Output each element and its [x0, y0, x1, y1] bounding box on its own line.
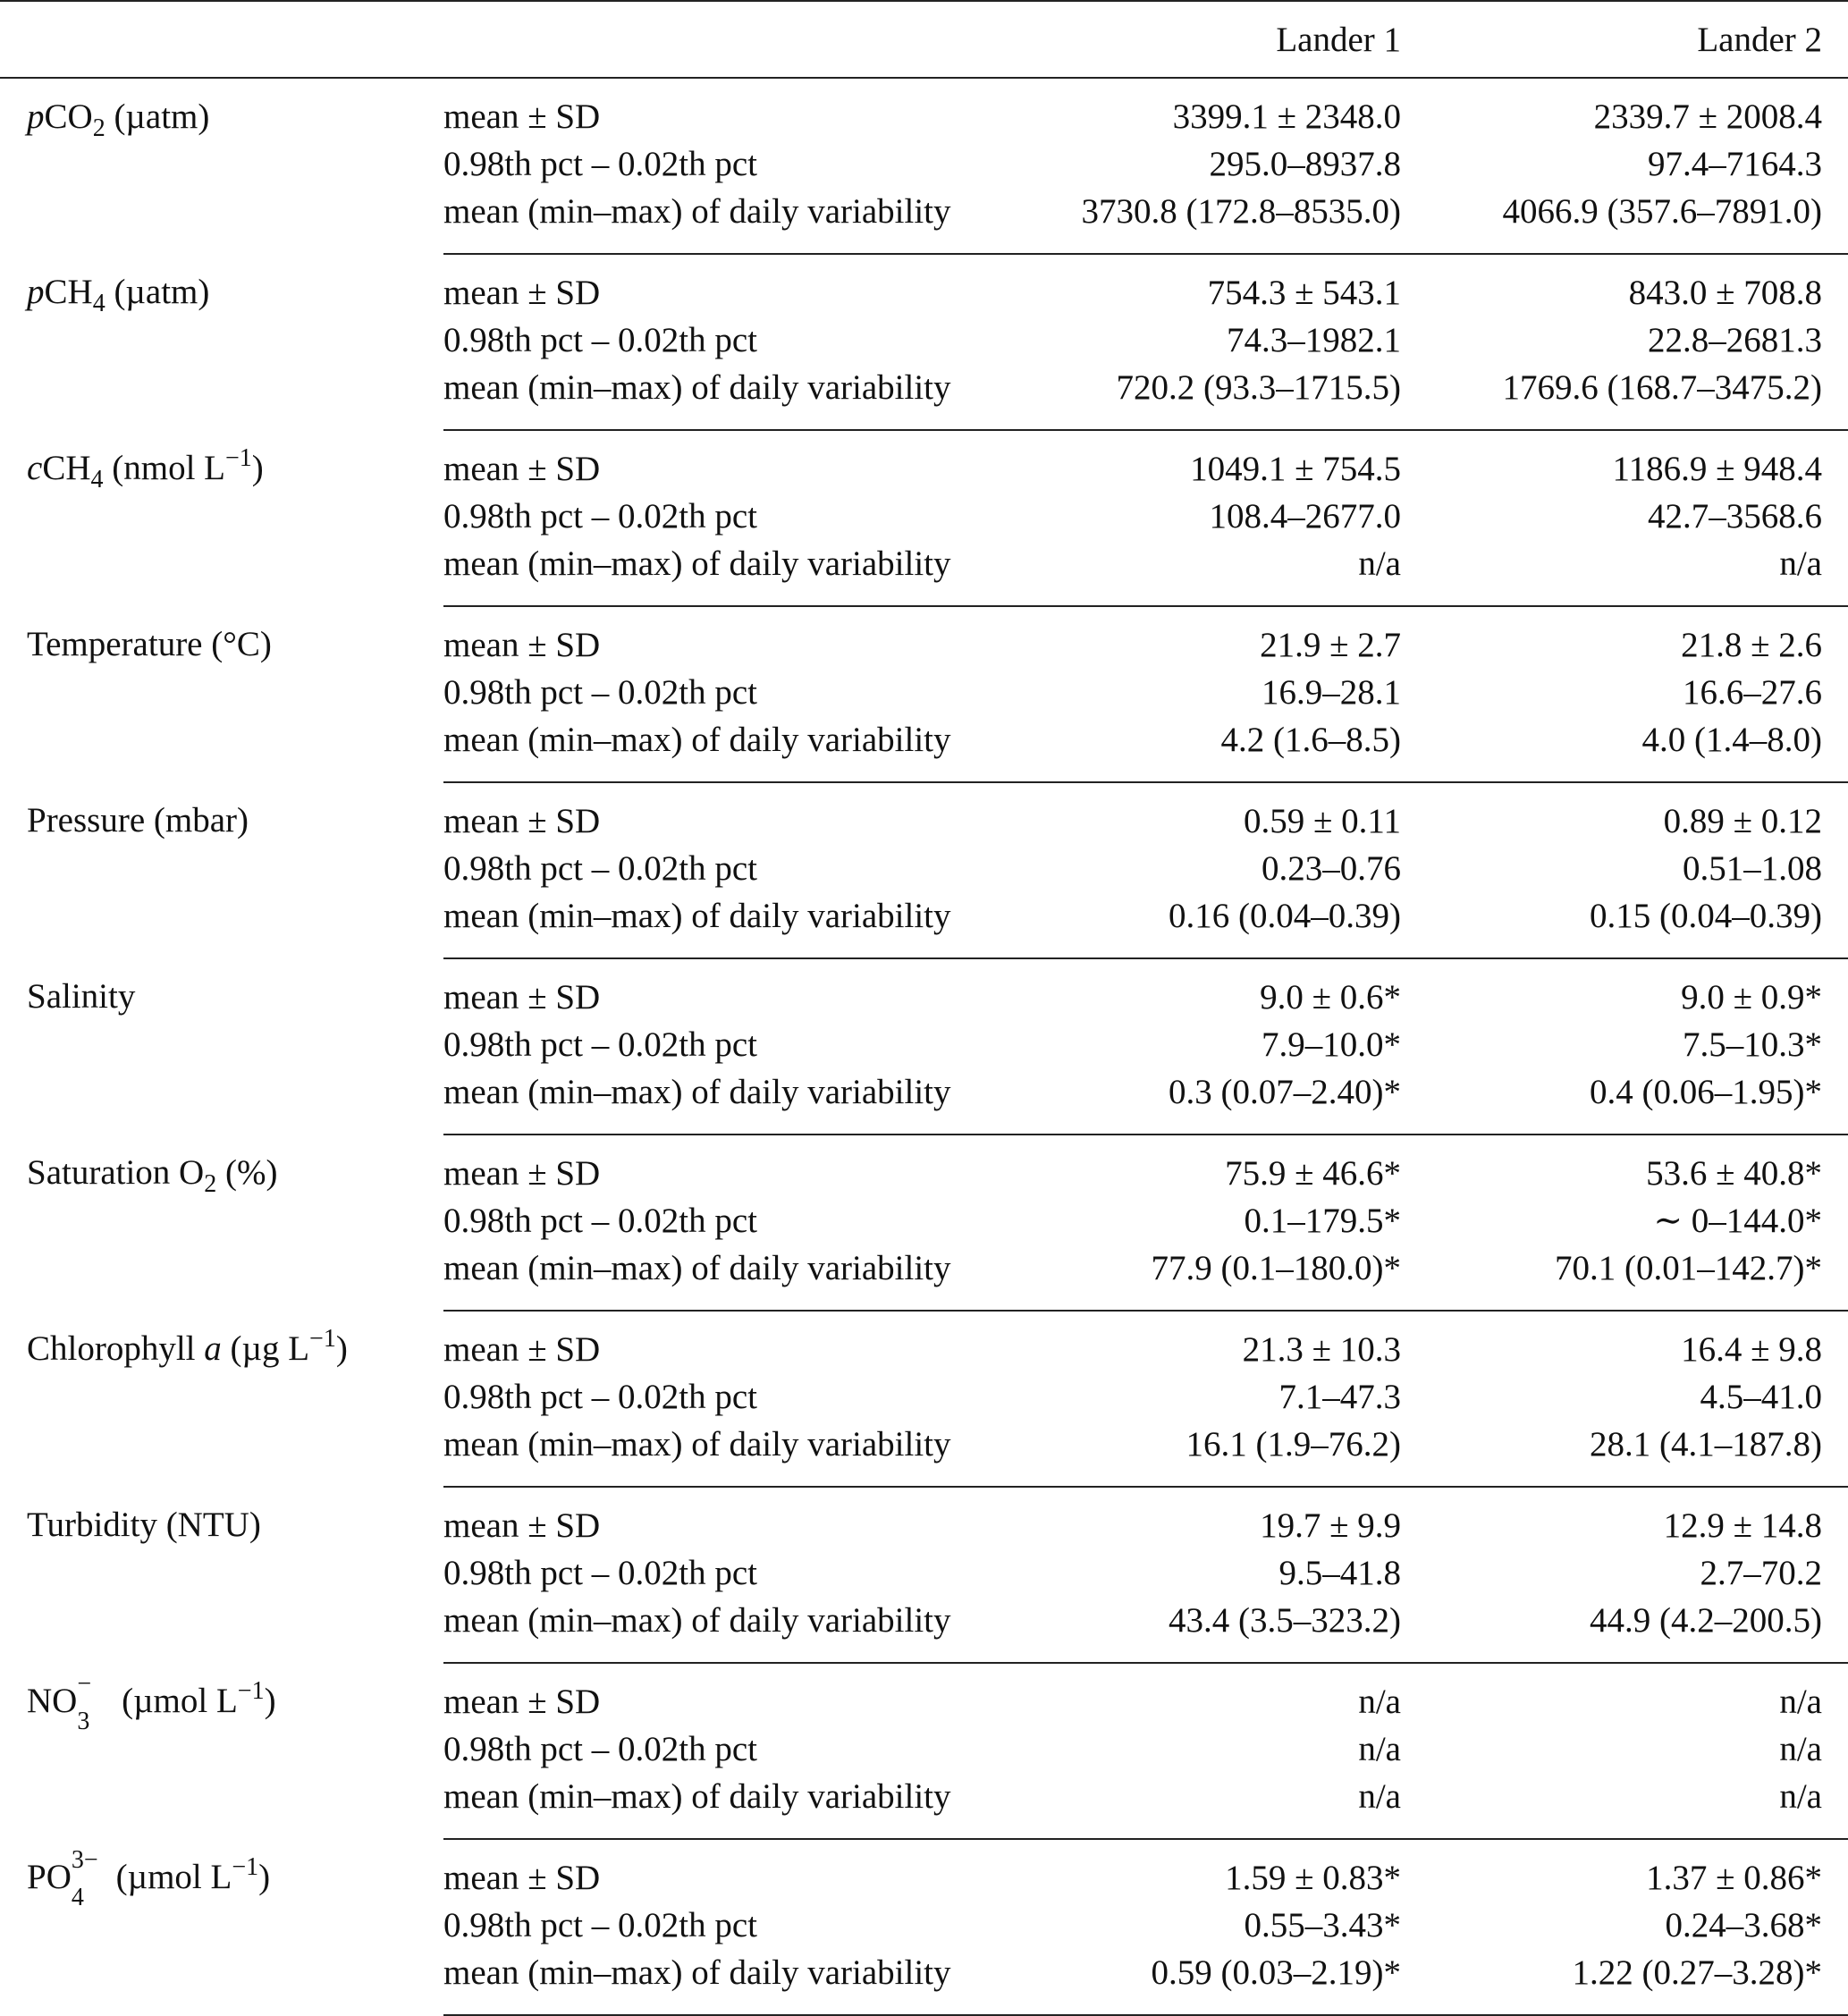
header-parameter [0, 1, 443, 78]
param-subscript: 4 [90, 466, 104, 493]
statistic-label: mean ± SD [443, 1859, 601, 1897]
group-nitrate [0, 1663, 1848, 1839]
lander-1-value: 77.9 (0.1–180.0)* [1042, 1244, 1413, 1311]
lander-1-value: 295.0–8937.8 [1209, 145, 1401, 183]
lander-2-value: 12.9 ± 14.8 [1663, 1506, 1822, 1545]
param-superscript: − [77, 1670, 92, 1698]
lander-2-value: 28.1 (4.1–187.8) [1413, 1421, 1848, 1487]
lander-2-value: 97.4–7164.3 [1648, 145, 1822, 183]
lander-2-value: n/a [1413, 1773, 1848, 1839]
lander-2-value: 42.7–3568.6 [1648, 497, 1822, 536]
table-row [0, 254, 1848, 316]
statistic-label: mean ± SD [443, 626, 601, 664]
lander-2-value: 4066.9 (357.6–7891.0) [1413, 188, 1848, 254]
statistic-label: mean (min–max) of daily variability [443, 892, 1042, 958]
parameter-label [0, 1663, 443, 1839]
statistic-label: mean ± SD [443, 274, 601, 312]
statistic-label: 0.98th pct – 0.02th pct [443, 1378, 757, 1416]
parameter-label [0, 1311, 443, 1487]
lander-1-value: n/a [1358, 1683, 1401, 1721]
lander-1-value: 7.9–10.0* [1262, 1025, 1401, 1064]
statistic-label: 0.98th pct – 0.02th pct [443, 1025, 757, 1064]
param-italic: a [204, 1329, 222, 1368]
lander-2-value: 0.51–1.08 [1683, 849, 1822, 888]
group-cch4 [0, 430, 1848, 606]
lander-1-value: 9.0 ± 0.6* [1260, 978, 1401, 1016]
group-temperature [0, 606, 1848, 782]
lander-1-value: 0.16 (0.04–0.39) [1042, 892, 1413, 958]
lander-2-value: n/a [1779, 1683, 1822, 1721]
lander-2-value: 0.15 (0.04–0.39) [1413, 892, 1848, 958]
lander-2-value: 4.5–41.0 [1700, 1378, 1822, 1416]
statistic-label: mean ± SD [443, 1330, 601, 1369]
statistic-label: mean (min–max) of daily variability [443, 188, 1042, 254]
param-subscript: 4 [92, 290, 105, 317]
param-unit-tail: ) [251, 449, 264, 487]
statistic-label: 0.98th pct – 0.02th pct [443, 1202, 757, 1240]
lander-2-value: 1.22 (0.27–3.28)* [1413, 1949, 1848, 2015]
group-phosphate [0, 1839, 1848, 2015]
parameter-label [0, 606, 443, 782]
lander-2-value: 1186.9 ± 948.4 [1612, 450, 1822, 488]
param-superscript: 3− [71, 1846, 98, 1874]
statistic-label: mean (min–max) of daily variability [443, 1421, 1042, 1487]
param-subscript: 3 [77, 1708, 90, 1735]
statistic-label: 0.98th pct – 0.02th pct [443, 145, 757, 183]
param-italic: p [27, 97, 45, 136]
table-row [0, 1487, 1848, 1549]
group-chlorophyll-a [0, 1311, 1848, 1487]
lander-2-value: 0.24–3.68* [1665, 1906, 1822, 1944]
lander-1-value: 16.1 (1.9–76.2) [1042, 1421, 1413, 1487]
lander-2-value: 53.6 ± 40.8* [1646, 1154, 1822, 1193]
lander-1-value: 0.59 (0.03–2.19)* [1042, 1949, 1413, 2015]
param-base: Chlorophyll [27, 1329, 205, 1368]
lander-1-value: 4.2 (1.6–8.5) [1042, 716, 1413, 782]
lander-1-value: 0.23–0.76 [1262, 849, 1401, 888]
lander-2-value: 16.6–27.6 [1683, 673, 1822, 712]
table-row [0, 782, 1848, 845]
param-italic: p [27, 273, 45, 311]
param-unit: (µg L [221, 1329, 310, 1368]
table-row [0, 958, 1848, 1021]
statistic-label: 0.98th pct – 0.02th pct [443, 1730, 757, 1768]
lander-1-value: 720.2 (93.3–1715.5) [1042, 364, 1413, 430]
lander-1-value: 3730.8 (172.8–8535.0) [1042, 188, 1413, 254]
param-base: CO [44, 97, 93, 136]
header-lander-2: Lander 2 [1413, 1, 1848, 78]
lander-1-value: 74.3–1982.1 [1227, 321, 1401, 359]
group-saturation-o2 [0, 1135, 1848, 1311]
lander-2-value: 0.89 ± 0.12 [1663, 802, 1822, 840]
param-base: CH [42, 449, 91, 487]
statistic-label: mean (min–max) of daily variability [443, 364, 1042, 430]
lander-2-value: 7.5–10.3* [1683, 1025, 1822, 1064]
table-row [0, 78, 1848, 140]
param-base: Temperature (°C) [27, 625, 272, 663]
param-subscript: 2 [92, 114, 105, 142]
statistic-label: mean (min–max) of daily variability [443, 1597, 1042, 1663]
group-pch4 [0, 254, 1848, 430]
param-subscript: 2 [204, 1170, 217, 1198]
lander-2-value: 44.9 (4.2–200.5) [1413, 1597, 1848, 1663]
lander-1-value: 16.9–28.1 [1262, 673, 1401, 712]
header-lander-1: Lander 1 [1042, 1, 1413, 78]
header-row [0, 1, 1848, 78]
statistic-label: mean ± SD [443, 1683, 601, 1721]
lander-2-value: 1.37 ± 0.86* [1646, 1859, 1822, 1897]
parameter-label [0, 1135, 443, 1311]
lander-2-value: 4.0 (1.4–8.0) [1413, 716, 1848, 782]
group-turbidity [0, 1487, 1848, 1663]
param-base: NO [27, 1682, 78, 1720]
param-italic: c [27, 449, 43, 487]
lander-1-value: 21.3 ± 10.3 [1242, 1330, 1401, 1369]
param-base: Pressure (mbar) [27, 801, 249, 839]
lander-1-value: 19.7 ± 9.9 [1260, 1506, 1401, 1545]
statistic-label: 0.98th pct – 0.02th pct [443, 849, 757, 888]
lander-2-value: ∼ 0–144.0* [1653, 1202, 1822, 1240]
table-header [0, 1, 1848, 78]
statistic-label: mean (min–max) of daily variability [443, 1068, 1042, 1135]
param-base: CH [44, 273, 93, 311]
lander-1-value: 75.9 ± 46.6* [1225, 1154, 1401, 1193]
param-base: PO [27, 1858, 72, 1896]
parameter-label [0, 1839, 443, 2015]
statistic-label: mean (min–max) of daily variability [443, 1949, 1042, 2015]
lander-1-value: 754.3 ± 543.1 [1207, 274, 1401, 312]
table-row [0, 430, 1848, 493]
param-base: Salinity [27, 977, 136, 1016]
lander-2-value: 70.1 (0.01–142.7)* [1413, 1244, 1848, 1311]
statistic-label: 0.98th pct – 0.02th pct [443, 1906, 757, 1944]
lander-1-value: 0.1–179.5* [1244, 1202, 1401, 1240]
param-unit-tail: ) [258, 1858, 271, 1896]
param-unit-superscript: −1 [309, 1325, 336, 1353]
lander-2-value: n/a [1779, 1730, 1822, 1768]
parameter-label [0, 78, 443, 254]
statistic-label: 0.98th pct – 0.02th pct [443, 673, 757, 712]
param-unit-superscript: −1 [237, 1677, 265, 1705]
statistic-label: mean (min–max) of daily variability [443, 1773, 1042, 1839]
statistic-label: 0.98th pct – 0.02th pct [443, 321, 757, 359]
group-pressure [0, 782, 1848, 958]
statistic-label: mean ± SD [443, 978, 601, 1016]
lander-2-value: 1769.6 (168.7–3475.2) [1413, 364, 1848, 430]
statistic-label: mean ± SD [443, 802, 601, 840]
param-unit: (µatm) [105, 273, 210, 311]
parameter-label [0, 1487, 443, 1663]
lander-1-value: 3399.1 ± 2348.0 [1172, 97, 1401, 136]
lander-1-value: 43.4 (3.5–323.2) [1042, 1597, 1413, 1663]
table-row [0, 1135, 1848, 1197]
lander-1-value: n/a [1042, 1773, 1413, 1839]
lander-1-value: 1.59 ± 0.83* [1225, 1859, 1401, 1897]
lander-2-value: 0.4 (0.06–1.95)* [1413, 1068, 1848, 1135]
param-sub-sup [77, 1670, 113, 1735]
lander-2-value: n/a [1413, 540, 1848, 606]
statistic-label: mean ± SD [443, 1506, 601, 1545]
param-base: Turbidity (NTU) [27, 1506, 261, 1544]
lander-1-value: n/a [1042, 540, 1413, 606]
parameter-label [0, 254, 443, 430]
param-base: Saturation O [27, 1153, 205, 1192]
param-subscript: 4 [71, 1884, 84, 1911]
lander-1-value: 108.4–2677.0 [1209, 497, 1401, 536]
statistic-label: mean (min–max) of daily variability [443, 540, 1042, 606]
lander-2-value: 16.4 ± 9.8 [1681, 1330, 1822, 1369]
lander-1-value: 1049.1 ± 754.5 [1190, 450, 1401, 488]
parameter-label [0, 958, 443, 1135]
param-unit: (nmol L [103, 449, 225, 487]
lander-2-value: 2339.7 ± 2008.4 [1593, 97, 1822, 136]
param-unit: (%) [216, 1153, 278, 1192]
header-statistic [443, 1, 1042, 78]
lander-2-value: 9.0 ± 0.9* [1681, 978, 1822, 1016]
table-row [0, 606, 1848, 669]
lander-2-value: 843.0 ± 708.8 [1628, 274, 1822, 312]
lander-2-value: 22.8–2681.3 [1648, 321, 1822, 359]
param-unit-superscript: −1 [224, 444, 252, 472]
statistic-label: mean ± SD [443, 1154, 601, 1193]
statistic-label: mean (min–max) of daily variability [443, 716, 1042, 782]
statistic-label: 0.98th pct – 0.02th pct [443, 1554, 757, 1592]
parameter-label [0, 782, 443, 958]
table-row [0, 1663, 1848, 1725]
lander-1-value: 9.5–41.8 [1278, 1554, 1401, 1592]
lander-2-value: 2.7–70.2 [1700, 1554, 1822, 1592]
group-pco2 [0, 78, 1848, 254]
statistic-label: mean (min–max) of daily variability [443, 1244, 1042, 1311]
parameter-label [0, 430, 443, 606]
lander-1-value: 7.1–47.3 [1278, 1378, 1401, 1416]
lander-1-value: 0.55–3.43* [1244, 1906, 1401, 1944]
param-unit-superscript: −1 [232, 1853, 259, 1881]
lander-2-value: 21.8 ± 2.6 [1681, 626, 1822, 664]
table-row [0, 1311, 1848, 1373]
param-unit: (µmol L [113, 1682, 238, 1720]
group-salinity [0, 958, 1848, 1135]
statistic-label: mean ± SD [443, 97, 601, 136]
param-unit-tail: ) [335, 1329, 348, 1368]
statistic-label: mean ± SD [443, 450, 601, 488]
lander-1-value: 21.9 ± 2.7 [1260, 626, 1401, 664]
param-unit-tail: ) [264, 1682, 276, 1720]
lander-1-value: 0.3 (0.07–2.40)* [1042, 1068, 1413, 1135]
table-row [0, 1839, 1848, 1902]
param-unit: (µatm) [105, 97, 210, 136]
statistic-label: 0.98th pct – 0.02th pct [443, 497, 757, 536]
param-unit: (µmol L [106, 1858, 232, 1896]
lander-1-value: 0.59 ± 0.11 [1244, 802, 1401, 840]
param-sub-sup [71, 1846, 107, 1911]
lander-1-value: n/a [1358, 1730, 1401, 1768]
